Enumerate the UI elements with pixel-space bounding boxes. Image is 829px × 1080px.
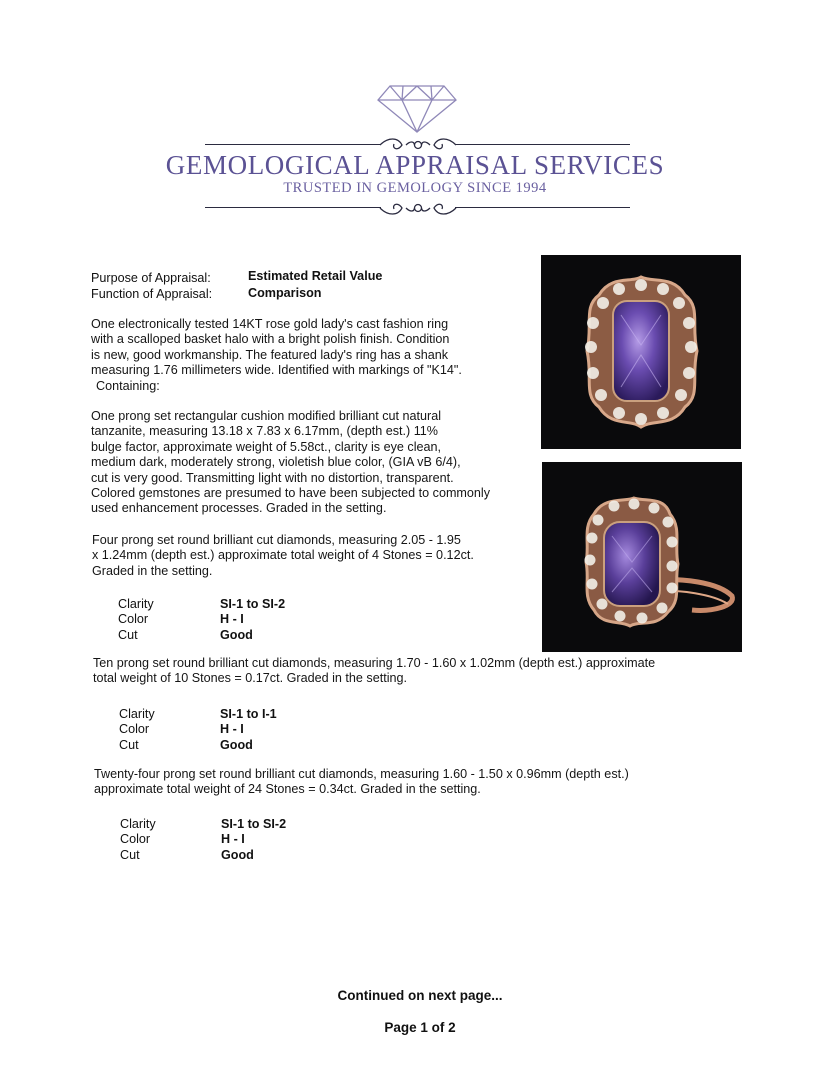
diamond-group-2-grades: [119, 707, 277, 753]
grade-label: Clarity: [120, 817, 156, 831]
grade-label: Clarity: [118, 597, 154, 611]
diamond-group-line: x 1.24mm (depth est.) approximate total weight of 4 Stones = 0.12ct.: [92, 548, 474, 563]
center-stone-line: One prong set rectangular cushion modified brilliant cut natural: [91, 409, 442, 423]
center-stone-line: bulge factor, approximate weight of 5.58ct., clarity is eye clean,: [91, 439, 442, 454]
center-stone-description: [91, 409, 531, 517]
flourish-ornament-icon: [376, 198, 460, 218]
header-rule-bottom-right: [455, 207, 630, 208]
grade-value: Good: [220, 627, 253, 642]
item-line: Containing:: [96, 378, 160, 393]
header-rule-bottom-left: [205, 207, 381, 208]
diamond-outline-icon: [376, 84, 458, 134]
item-line: One electronically tested 14KT rose gold lady's cast fashion ring: [91, 317, 449, 331]
ring-photo-top-view: [541, 255, 741, 449]
purpose-label: Purpose of Appraisal:: [91, 271, 211, 285]
grade-value: Good: [220, 737, 253, 752]
grade-value: H - I: [220, 722, 244, 737]
grade-value: H - I: [220, 612, 244, 627]
grade-value: Good: [221, 847, 254, 862]
diamond-group-1-grades: [118, 597, 285, 643]
center-stone-line: Colored gemstones are presumed to have been subjected to commonly: [91, 486, 491, 501]
diamond-group-line: total weight of 10 Stones = 0.17ct. Graded in the setting.: [93, 671, 407, 686]
header-rule-top-left: [205, 144, 381, 145]
header-rule-top-right: [455, 144, 630, 145]
diamond-group-3-grades: [120, 817, 286, 863]
item-line: is new, good workmanship. The featured lady's ring has a shank: [91, 347, 449, 362]
center-stone-line: used enhancement processes. Graded in the setting.: [91, 501, 387, 516]
grade-value: SI-1 to SI-2: [221, 817, 287, 831]
function-label: Function of Appraisal:: [91, 287, 213, 301]
diamond-group-line: Four prong set round brilliant cut diamonds, measuring 2.05 - 1.95: [92, 533, 461, 547]
grade-label: Cut: [119, 737, 139, 752]
item-line: measuring 1.76 millimeters wide. Identified with markings of "K14".: [91, 363, 462, 378]
center-stone-line: medium dark, moderately strong, violetish blue color, (GIA vB 6/4),: [91, 455, 461, 470]
diamond-group-1-description: [92, 533, 532, 579]
diamond-group-3-description: [94, 767, 734, 798]
center-stone-line: tanzanite, measuring 13.18 x 7.83 x 6.17mm, (depth est.) 11%: [91, 424, 438, 439]
center-stone-line: cut is very good. Transmitting light with no distortion, transparent.: [91, 470, 454, 485]
ring-photo-angle-view: [542, 462, 742, 652]
function-value: Comparison: [248, 286, 322, 300]
diamond-group-line: approximate total weight of 24 Stones = 0.34ct. Graded in the setting.: [94, 782, 481, 797]
grade-label: Cut: [120, 847, 140, 862]
grade-label: Color: [119, 722, 150, 737]
grade-label: Cut: [118, 627, 138, 642]
grade-label: Clarity: [119, 707, 155, 721]
grade-value: H - I: [221, 832, 245, 847]
grade-label: Color: [120, 832, 151, 847]
diamond-group-line: Ten prong set round brilliant cut diamonds, measuring 1.70 - 1.60 x 1.02mm (depth est.) approximate: [93, 656, 656, 670]
item-line: with a scalloped basket halo with a bright polish finish. Condition: [91, 332, 450, 347]
diamond-group-2-description: [93, 656, 733, 687]
company-name: GEMOLOGICAL APPRAISAL SERVICES: [165, 150, 665, 180]
continued-notice: Continued on next page...: [337, 988, 503, 1003]
grade-label: Color: [118, 612, 149, 627]
purpose-value: Estimated Retail Value: [248, 269, 383, 283]
grade-value: SI-1 to I-1: [220, 707, 277, 721]
item-description: [91, 317, 531, 394]
page-number: Page 1 of 2: [384, 1020, 456, 1035]
diamond-group-line: Twenty-four prong set round brilliant cut diamonds, measuring 1.60 - 1.50 x 0.96mm (depth est.): [94, 767, 629, 781]
diamond-group-line: Graded in the setting.: [92, 563, 213, 578]
grade-value: SI-1 to SI-2: [220, 597, 286, 611]
company-tagline: TRUSTED IN GEMOLOGY SINCE 1994: [283, 180, 547, 196]
